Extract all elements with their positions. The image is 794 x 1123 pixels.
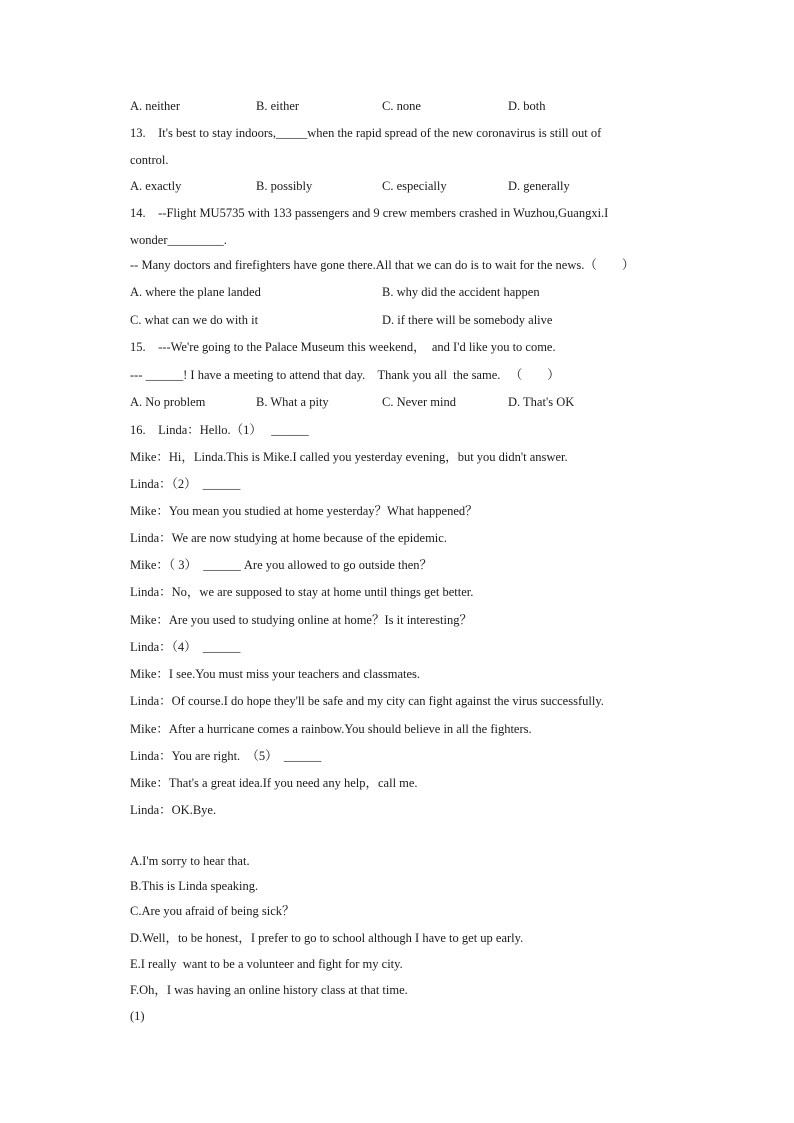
q15-stem-line2: --- ______! I have a meeting to attend that day. Thank you all the same. （ ） — [130, 368, 560, 382]
q15-option-a: A. No problem — [130, 395, 206, 409]
q12-option-b: B. either — [256, 99, 300, 113]
dialogue-line: Linda：No，we are supposed to stay at home until things get better. — [130, 585, 474, 599]
choice-item: A.I'm sorry to hear that. — [130, 854, 250, 868]
answer-label: (1) — [130, 1009, 145, 1023]
choice-item: F.Oh，I was having an online history class at that time. — [130, 983, 408, 997]
dialogue-line: Linda：You are right. （5） ______ — [130, 749, 322, 763]
dialogue-line: Mike：After a hurricane comes a rainbow.You should believe in all the fighters. — [130, 722, 532, 736]
q14-stem-line1: 14. --Flight MU5735 with 133 passengers and 9 crew members crashed in Wuzhou,Guangxi.I — [130, 206, 609, 220]
q14-stem-line2: wonder_________. — [130, 233, 227, 247]
q13-option-d: D. generally — [508, 179, 570, 193]
choice-item: C.Are you afraid of being sick？ — [130, 904, 295, 918]
q13-option-b: B. possibly — [256, 179, 313, 193]
q15-option-d: D. That's OK — [508, 395, 575, 409]
dialogue-line: Linda：（4） ______ — [130, 640, 241, 654]
q15-stem-line1: 15. ---We're going to the Palace Museum this weekend， and I'd like you to come. — [130, 340, 556, 354]
dialogue-line: Mike：I see.You must miss your teachers and classmates. — [130, 667, 421, 681]
choice-item: D.Well，to be honest，I prefer to go to school although I have to get up early. — [130, 931, 524, 945]
q14-option-b: B. why did the accident happen — [382, 285, 540, 299]
choice-item: B.This is Linda speaking. — [130, 879, 259, 893]
q14-option-c: C. what can we do with it — [130, 313, 259, 327]
q14-option-a: A. where the plane landed — [130, 285, 261, 299]
dialogue-line: Mike：You mean you studied at home yesterday？What happened？ — [130, 504, 478, 518]
q14-option-d: D. if there will be somebody alive — [382, 313, 553, 327]
dialogue-line: Mike：Are you used to studying online at home？Is it interesting？ — [130, 613, 472, 627]
q12-option-c: C. none — [382, 99, 421, 113]
q13-stem-line2: control. — [130, 153, 169, 167]
choice-item: E.I really want to be a volunteer and fight for my city. — [130, 957, 403, 971]
q15-option-c: C. Never mind — [382, 395, 456, 409]
q14-stem-line3: -- Many doctors and firefighters have gone there.All that we can do is to wait for the news.（ ） — [130, 258, 635, 272]
dialogue-line: 16. Linda：Hello.（1） ______ — [130, 423, 309, 437]
q12-option-d: D. both — [508, 99, 546, 113]
dialogue-line: Linda：We are now studying at home because of the epidemic. — [130, 531, 447, 545]
q13-stem-line1: 13. It's best to stay indoors,_____when the rapid spread of the new coronavirus is still out of — [130, 126, 602, 140]
q12-option-a: A. neither — [130, 99, 180, 113]
dialogue-line: Mike：That's a great idea.If you need any help，call me. — [130, 776, 418, 790]
q13-option-c: C. especially — [382, 179, 447, 193]
dialogue-line: Linda：（2） ______ — [130, 477, 241, 491]
dialogue-line: Mike：Hi，Linda.This is Mike.I called you yesterday evening，but you didn't answer. — [130, 450, 568, 464]
dialogue-line: Linda：Of course.I do hope they'll be safe and my city can fight against the virus successfully. — [130, 694, 604, 708]
q15-option-b: B. What a pity — [256, 395, 329, 409]
q13-option-a: A. exactly — [130, 179, 182, 193]
dialogue-line: Linda：OK.Bye. — [130, 803, 217, 817]
dialogue-line: Mike：（ 3） ______ Are you allowed to go outside then？ — [130, 558, 433, 572]
